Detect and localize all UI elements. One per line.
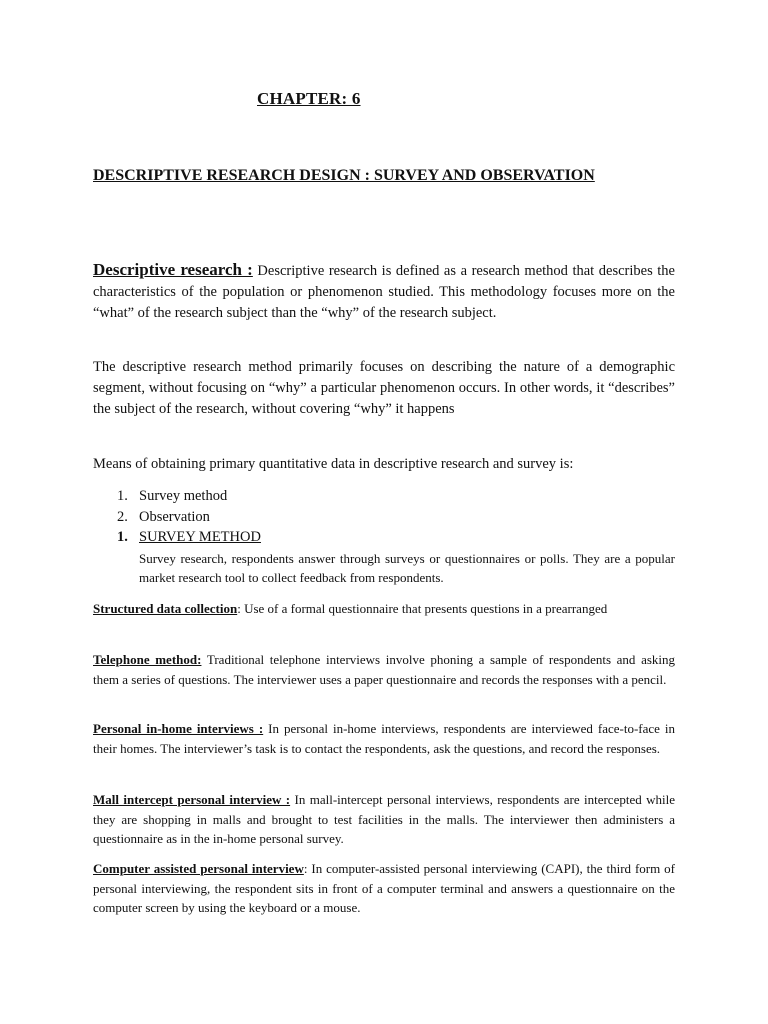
survey-method-heading: [117, 527, 677, 548]
section-mall-intercept-interview: [93, 790, 675, 849]
section-computer-assisted-interview: [93, 859, 675, 918]
section-heading: [93, 164, 675, 188]
paragraph-means: Means of obtaining primary quantitative data in descriptive research and survey is:: [93, 456, 574, 472]
survey-method-title: SURVEY METHOD: [139, 529, 261, 545]
section-label: Personal in-home interviews :: [93, 721, 264, 736]
section-personal-in-home-interviews: [93, 719, 675, 758]
section-text: In mall-intercept personal interviews, respondents are intercepted while they are shopping in malls and brought to test facilities in the malls. The interviewer then administers a questionnaire as in the in-home personal survey.: [93, 792, 675, 846]
section-label: Structured data collection: [93, 601, 238, 616]
section-separator: :: [237, 601, 245, 616]
list-number: 2.: [117, 509, 128, 525]
list-number: 1.: [117, 529, 128, 545]
section-heading-text: DESCRIPTIVE RESEARCH DESIGN : SURVEY AND OBSERVATION: [93, 167, 595, 184]
list-item: [117, 507, 677, 528]
section-telephone-method: [93, 650, 675, 689]
list-item-text: Observation: [139, 509, 210, 525]
list-item: [117, 486, 677, 507]
section-separator: :: [303, 861, 312, 876]
paragraph-descriptive-research: [93, 259, 675, 324]
paragraph-method-focus: The descriptive research method primarily focuses on describing the nature of a demographic segment, without focusing on “why” a particular phenomenon occurs. In other words, it “describes” the subject of the research, without covering “why” it happens: [93, 359, 675, 417]
section-text: In personal in-home interviews, respondents are interviewed face-to-face in their homes. The interviewer’s task is to contact the respondents, ask the questions, and record the responses.: [93, 721, 676, 756]
survey-method-description: Survey research, respondents answer through surveys or questionnaires or polls. They are a popular market research tool to collect feedback from respondents.: [139, 551, 675, 585]
list-number: 1.: [117, 488, 128, 504]
paragraph-text: Descriptive research is defined as a research method that describes the characteristics of the population or phenomenon studied. This methodology focuses more on the “what” of the research subject than the “why” of the research subject.: [93, 263, 675, 321]
section-structured-data-collection: [93, 599, 675, 619]
list-item-text: Survey method: [139, 488, 228, 504]
paragraph-lead: Descriptive research :: [93, 260, 253, 279]
section-text: Traditional telephone interviews involve phoning a sample of respondents and asking them a series of questions. The interviewer uses a paper questionnaire and records the responses with a pencil.: [93, 652, 676, 687]
section-text: Use of a formal questionnaire that presents questions in a prearranged: [244, 601, 608, 616]
section-label: Telephone method:: [93, 652, 202, 667]
section-label: Computer assisted personal interview: [93, 861, 304, 876]
section-text: In computer-assisted personal interviewing (CAPI), the third form of personal interviewing, the respondent sits in front of a computer terminal and answers a questionnaire on the computer screen by using the keyboard or a mouse.: [93, 861, 675, 915]
chapter-title: CHAPTER: 6: [257, 89, 361, 108]
section-label: Mall intercept personal interview :: [93, 792, 291, 807]
